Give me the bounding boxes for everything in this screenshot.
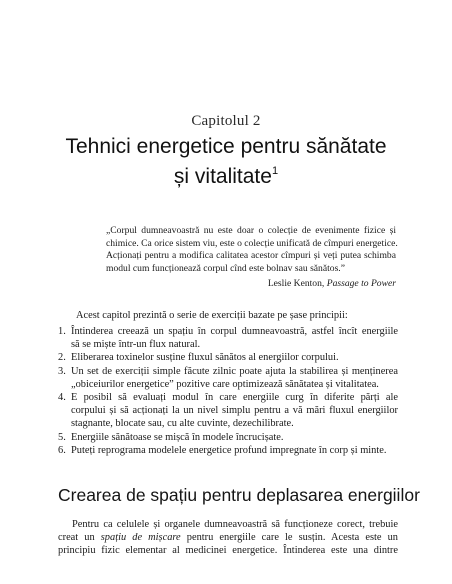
list-item <box>58 391 398 431</box>
list-number: 1. <box>58 326 66 337</box>
epigraph-line: chimice. Ca orice sistem viu, este o colecție unificată de cîmpuri energetice. <box>106 237 398 249</box>
paragraph-text: creat un <box>58 532 95 544</box>
list-item <box>58 351 398 364</box>
list-line: Întinderea creează un spațiu în corpul dumneavoastră, astfel încît energiile <box>71 326 398 337</box>
list-item <box>58 444 398 457</box>
epigraph-author: Leslie Kenton, <box>267 278 325 289</box>
list-item <box>58 365 398 391</box>
chapter-label: Capitolul 2 <box>191 113 261 129</box>
list-line: Puteți reprograma modelele energetice profund impregnate în corp și minte. <box>71 444 387 456</box>
paragraph-emphasis: spațiu de mișcare <box>100 532 181 544</box>
footnote-mark: 1 <box>271 165 279 177</box>
paragraph-line <box>58 531 398 544</box>
section-paragraph <box>58 518 398 558</box>
list-number: 5. <box>58 431 66 443</box>
principles-list <box>58 325 398 457</box>
epigraph-line: „Corpul dumneavoastră nu este doar o colecție de evenimente fizice și <box>106 225 396 236</box>
list-line: „obiceiurilor energetice” pozitive care optimizează sănătatea și vitalitatea. <box>71 378 379 390</box>
list-number: 4. <box>58 392 66 404</box>
chapter-title-line-2 <box>40 162 412 192</box>
list-number: 3. <box>58 365 66 377</box>
section-heading: Crearea de spațiu pentru deplasarea energiilor <box>58 485 420 505</box>
list-line: Energiile sănătoase se mișcă în modele încrucișate. <box>71 431 284 443</box>
chapter-title-line-1: Tehnici energetice pentru sănătate <box>65 135 387 158</box>
epigraph-line: modul cum funcționează corpul cînd este bolnav sau sănătos.” <box>106 262 345 274</box>
list-number: 6. <box>58 444 66 456</box>
chapter-title-text-2: și vitalitate <box>173 165 272 188</box>
epigraph-quote <box>106 225 396 275</box>
chapter-title <box>40 132 412 192</box>
intro-text: Acest capitol prezintă o serie de exerciții bazate pe șase principii: <box>76 310 348 321</box>
epigraph-source: Passage to Power <box>326 278 396 289</box>
list-item <box>58 325 398 351</box>
list-number: 2. <box>58 352 66 364</box>
paragraph-line: principiu fizic elementar al medicinei energetice. Întinderea este una dintre <box>58 545 398 557</box>
paragraph-text: pentru energiile care le susțin. Acesta este un <box>186 532 398 544</box>
list-item <box>58 431 398 444</box>
list-line: Un set de exerciții simple făcute zilnic poate ajuta la stabilirea și menținerea <box>71 365 398 377</box>
epigraph-line: Acționați pentru a modifica calitatea acestor cîmpuri și veți putea schimba <box>106 250 396 262</box>
list-line: E posibil să evaluați modul în care energiile curg în diferite părți ale <box>71 392 398 404</box>
list-line: Eliberarea toxinelor susține fluxul sănătos al energiilor corpului. <box>71 352 339 364</box>
epigraph-attribution <box>268 278 396 289</box>
list-line: stagnante, blocate sau, cu alte cuvinte, dezechilibrate. <box>71 418 294 430</box>
list-line: corpului și să acționați la un nivel simplu pentru a vă mări fluxul energiilor <box>71 405 398 417</box>
paragraph-line: Pentru ca celulele și organele dumneavoastră să funcționeze corect, trebuie <box>72 519 398 530</box>
list-line: să se miște într-un flux natural. <box>71 339 201 351</box>
